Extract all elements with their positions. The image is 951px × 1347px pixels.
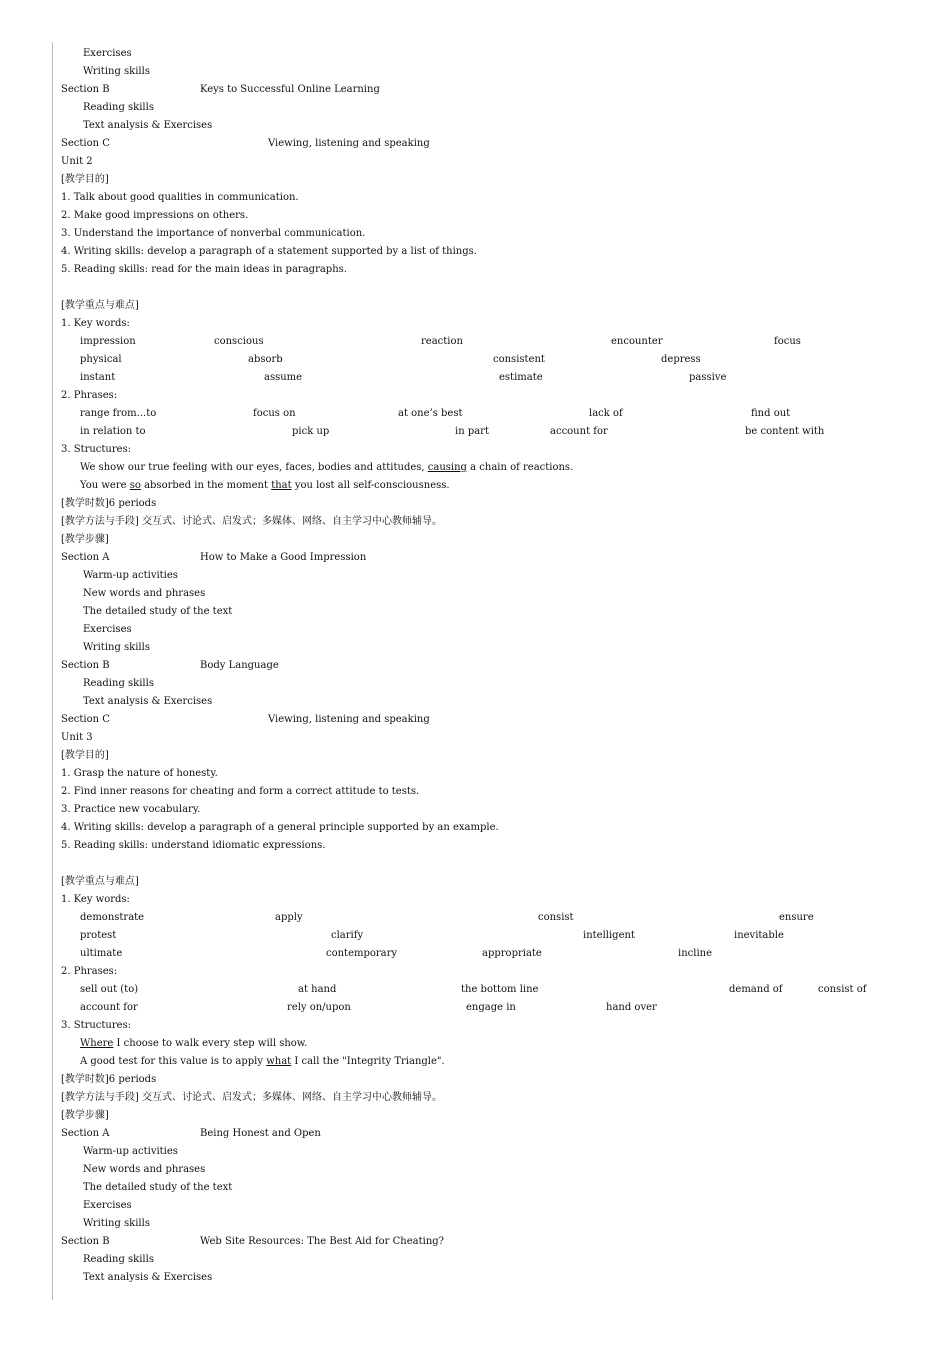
keyword: consist <box>538 912 574 923</box>
section-heading <box>61 657 921 675</box>
list-item: Text analysis & Exercises <box>83 1272 213 1283</box>
keywords-label: 1. Key words: <box>61 318 130 329</box>
keyword: clarify <box>331 930 364 941</box>
objective-item: 4. Writing skills: develop a paragraph of a statement supported by a list of things. <box>61 246 477 257</box>
keyword: consistent <box>493 354 545 365</box>
sentence-text: I call the "Integrity Triangle". <box>291 1056 445 1067</box>
list-item: Writing skills <box>83 642 150 653</box>
keyword: protest <box>80 930 117 941</box>
objective-item: 3. Understand the importance of nonverbal communication. <box>61 228 366 239</box>
underlined-word: causing <box>427 462 467 473</box>
keyword: reaction <box>421 336 463 347</box>
list-item: Reading skills <box>83 102 154 113</box>
sentence-text: I choose to walk every step will show. <box>113 1038 308 1049</box>
section-title: Viewing, listening and speaking <box>268 138 430 149</box>
objective-item: 5. Reading skills: read for the main ideas in paragraphs. <box>61 264 347 275</box>
section-title: Body Language <box>200 660 279 671</box>
list-item: Warm-up activities <box>83 1146 178 1157</box>
structures-label: 3. Structures: <box>61 444 132 455</box>
keyword: ensure <box>779 912 814 923</box>
keyword: appropriate <box>482 948 542 959</box>
phrase: at one’s best <box>398 408 463 419</box>
keyword: instant <box>80 372 116 383</box>
sentence-text: absorbed in the moment <box>140 480 272 491</box>
phrase: demand of <box>729 984 783 995</box>
underlined-word: that <box>271 480 292 491</box>
phrase: engage in <box>466 1002 516 1013</box>
phrase: account for <box>550 426 608 437</box>
objective-item: 5. Reading skills: understand idiomatic expressions. <box>61 840 326 851</box>
keyword: inevitable <box>734 930 784 941</box>
phrase: in part <box>455 426 489 437</box>
keywords-row <box>61 369 921 387</box>
phrase: pick up <box>292 426 330 437</box>
list-item: Writing skills <box>83 1218 150 1229</box>
section-heading <box>61 711 921 729</box>
section-label: Section C <box>61 138 110 149</box>
phrase: the bottom line <box>461 984 539 995</box>
underlined-word: what <box>266 1056 292 1067</box>
keyword: impression <box>80 336 136 347</box>
phrase: rely on/upon <box>287 1002 351 1013</box>
steps-heading: [教学步骤] <box>61 534 109 545</box>
keywords-label: 1. Key words: <box>61 894 130 905</box>
phrase: account for <box>80 1002 138 1013</box>
objective-item: 2. Find inner reasons for cheating and form a correct attitude to tests. <box>61 786 420 797</box>
keywords-row <box>61 351 921 369</box>
margin-rule <box>52 42 53 1300</box>
objective-item: 4. Writing skills: develop a paragraph of a general principle supported by an example. <box>61 822 499 833</box>
sentence-text: You were <box>80 480 130 491</box>
phrases-row <box>61 981 921 999</box>
list-item: Reading skills <box>83 678 154 689</box>
keyword: encounter <box>611 336 663 347</box>
steps-heading: [教学步骤] <box>61 1110 109 1121</box>
keyword: assume <box>264 372 303 383</box>
keyword: intelligent <box>583 930 635 941</box>
keyword: focus <box>774 336 801 347</box>
objective-item: 2. Make good impressions on others. <box>61 210 249 221</box>
sentence-text: A good test for this value is to apply <box>80 1056 267 1067</box>
objective-item: 3. Practice new vocabulary. <box>61 804 201 815</box>
keyword: conscious <box>214 336 264 347</box>
list-item: Reading skills <box>83 1254 154 1265</box>
structure-sentence <box>61 1053 921 1071</box>
list-item: Text analysis & Exercises <box>83 120 213 131</box>
section-title: How to Make a Good Impression <box>200 552 367 563</box>
section-heading <box>61 549 921 567</box>
objective-item: 1. Talk about good qualities in communication. <box>61 192 299 203</box>
list-item: The detailed study of the text <box>83 606 233 617</box>
section-title: Viewing, listening and speaking <box>268 714 430 725</box>
sentence-text: a chain of reactions. <box>466 462 574 473</box>
section-label: Section B <box>61 1236 110 1247</box>
phrases-label: 2. Phrases: <box>61 966 118 977</box>
list-item: The detailed study of the text <box>83 1182 233 1193</box>
unit-title: Unit 2 <box>61 156 93 167</box>
objectives-heading: [教学目的] <box>61 174 109 185</box>
keyword: contemporary <box>326 948 398 959</box>
phrase: focus on <box>253 408 296 419</box>
keywords-row <box>61 333 921 351</box>
phrase: in relation to <box>80 426 146 437</box>
keyword: absorb <box>248 354 283 365</box>
objective-item: 1. Grasp the nature of honesty. <box>61 768 218 779</box>
document-content <box>61 45 921 1287</box>
keyword: ultimate <box>80 948 123 959</box>
section-heading <box>61 135 921 153</box>
list-item: Text analysis & Exercises <box>83 696 213 707</box>
phrase: range from...to <box>80 408 157 419</box>
keyword: demonstrate <box>80 912 145 923</box>
section-label: Section A <box>61 1128 110 1139</box>
section-label: Section C <box>61 714 110 725</box>
sentence-text: We show our true feeling with our eyes, faces, bodies and attitudes, <box>80 462 428 473</box>
keyword: apply <box>275 912 303 923</box>
teaching-methods: [教学方法与手段] 交互式、讨论式、启发式；多媒体、网络、自主学习中心教师辅导。 <box>61 1092 442 1103</box>
section-label: Section A <box>61 552 110 563</box>
section-title: Keys to Successful Online Learning <box>200 84 380 95</box>
list-item: Exercises <box>83 1200 132 1211</box>
spacer <box>61 855 921 873</box>
phrases-row <box>61 423 921 441</box>
phrases-row <box>61 999 921 1017</box>
phrase: hand over <box>606 1002 657 1013</box>
spacer <box>61 279 921 297</box>
phrases-label: 2. Phrases: <box>61 390 118 401</box>
phrase: sell out (to) <box>80 984 139 995</box>
section-heading <box>61 1125 921 1143</box>
structures-label: 3. Structures: <box>61 1020 132 1031</box>
phrase: find out <box>751 408 791 419</box>
teaching-hours: [教学时数]6 periods <box>61 1074 157 1085</box>
key-points-heading: [教学重点与难点] <box>61 300 139 311</box>
structure-sentence <box>61 1035 921 1053</box>
underlined-word: so <box>129 480 141 491</box>
phrases-row <box>61 405 921 423</box>
list-item: Writing skills <box>83 66 150 77</box>
section-label: Section B <box>61 660 110 671</box>
sentence-text: you lost all self-consciousness. <box>291 480 450 491</box>
phrase: at hand <box>298 984 337 995</box>
objectives-heading: [教学目的] <box>61 750 109 761</box>
keyword: incline <box>678 948 712 959</box>
section-title: Being Honest and Open <box>200 1128 321 1139</box>
structure-sentence <box>61 477 921 495</box>
keyword: depress <box>661 354 701 365</box>
phrase: be content with <box>745 426 825 437</box>
keyword: passive <box>689 372 727 383</box>
keywords-row <box>61 909 921 927</box>
list-item: Exercises <box>83 624 132 635</box>
list-item: New words and phrases <box>83 588 206 599</box>
phrase: consist of <box>818 984 867 995</box>
phrase: lack of <box>589 408 623 419</box>
list-item: New words and phrases <box>83 1164 206 1175</box>
teaching-hours: [教学时数]6 periods <box>61 498 157 509</box>
keyword: physical <box>80 354 122 365</box>
keyword: estimate <box>499 372 543 383</box>
teaching-methods: [教学方法与手段] 交互式、讨论式、启发式；多媒体、网络、自主学习中心教师辅导。 <box>61 516 442 527</box>
keywords-row <box>61 927 921 945</box>
list-item: Warm-up activities <box>83 570 178 581</box>
key-points-heading: [教学重点与难点] <box>61 876 139 887</box>
underlined-word: Where <box>80 1038 114 1049</box>
section-label: Section B <box>61 84 110 95</box>
section-heading <box>61 81 921 99</box>
keywords-row <box>61 945 921 963</box>
unit-title: Unit 3 <box>61 732 93 743</box>
section-heading <box>61 1233 921 1251</box>
section-title: Web Site Resources: The Best Aid for Cheating? <box>200 1236 445 1247</box>
structure-sentence <box>61 459 921 477</box>
list-item: Exercises <box>83 48 132 59</box>
